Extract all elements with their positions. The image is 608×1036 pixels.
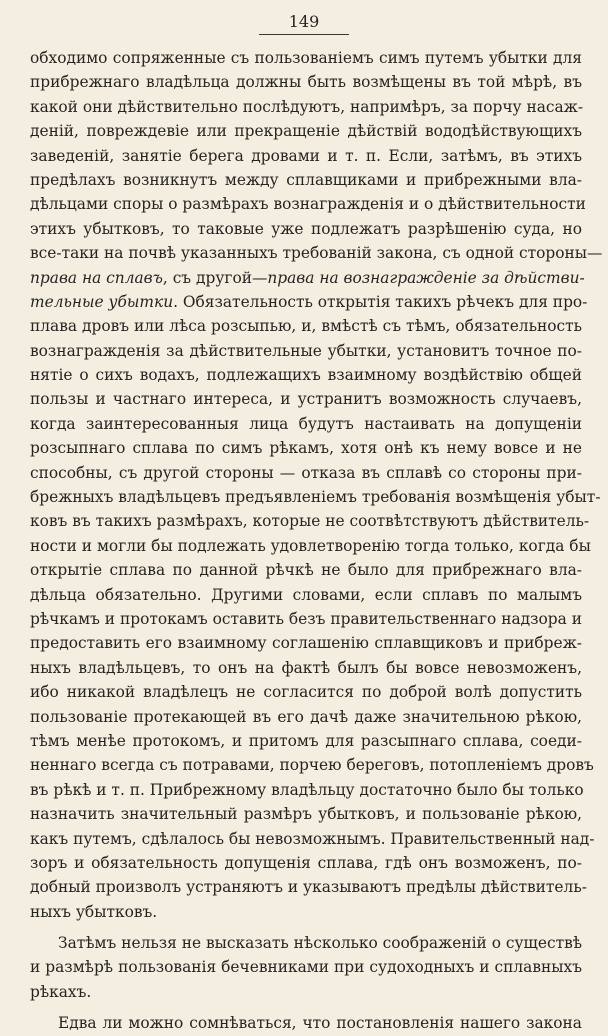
italic-phrase: тельные убытки [30,292,174,311]
line-mid: , съ другой— [162,268,268,287]
text-line: ности и могли бы подлежать удовлетворенію тогда только, когда бы [30,536,591,555]
text-line: какъ путемъ, сдѣлалось бы невозможнымъ. Правительственный над- [30,829,595,848]
text-line: способны, съ другой стороны — отказа въ сплавѣ со стороны при- [30,463,582,482]
text-line: предоставить его взаимному соглашенію сплавщиковъ и прибреж- [30,634,582,653]
body-text [30,46,603,1036]
text-line: зоръ и обязательность допущенія сплава, гдѣ онъ возможенъ, по- [30,853,582,872]
text-line: когда заинтересованныя лица будутъ настаивать на допущеніи [30,414,582,433]
text-line: розсыпнаго сплава по симъ рѣкамъ, хотя онѣ къ нему вовсе и не [30,439,582,458]
text-line: дѣльцами споры о размѣрахъ вознагражденія и о дѣйствительности [30,195,586,214]
text-line-paragraph-start: Едва ли можно сомнѣваться, что постановленія нашего закона [58,1014,582,1033]
text-line: и размѣрѣ пользованія бечевниками при судоходныхъ и сплавныхъ [30,958,582,977]
page-number: 149 [288,12,320,31]
text-line: тѣмъ менѣе протокомъ, и притомъ для разсыпнаго сплава, соеди- [30,731,582,750]
text-line: вознагражденія за дѣйствительные убытки, установитъ точное по- [30,341,582,360]
text-line-paragraph-end: рѣкахъ. [30,982,92,1001]
text-line: нятіе о сихъ водахъ, подлежащихъ взаимному воздѣйствію общей [30,366,582,385]
text-line: обходимо сопряженные съ пользованіемъ симъ путемъ убытки для [30,49,582,67]
header-rule [259,34,349,35]
italic-phrase: права на вознагражденіе за дѣйстви- [267,268,585,287]
text-line-italic-mixed [30,290,588,314]
text-line: все-таки на почвѣ указанныхъ требованій закона, съ одной стороны— [30,244,603,263]
text-line: какой они дѣйствительно послѣдуютъ, напримѣръ, за порчу насаж- [30,97,584,116]
italic-phrase: права на сплавъ [30,268,163,287]
text-line-italic-mixed [30,266,585,290]
text-line: ибо никакой владѣлецъ не согласится по доброй волѣ допустить [30,683,582,702]
text-line: прибрежнаго владѣльца должны быть возмѣщены въ той мѣрѣ, въ [30,73,582,92]
text-line: неннаго всегда съ потравами, порчею береговъ, потопленіемъ дровъ [30,756,594,775]
text-line-paragraph-end: ныхъ убытковъ. [30,902,158,921]
line-mid: . Обязательность открытія такихъ рѣчекъ для про- [173,292,588,311]
text-line: заведеній, занятіе берега дровами и т. п. Если, затѣмъ, въ этихъ [30,146,582,165]
text-line: этихъ убытковъ, то таковые уже подлежатъ разрѣшенію суда, но [30,219,582,238]
text-line: ныхъ владѣльцевъ, то онъ на фактѣ былъ бы вовсе невозможенъ, [30,658,582,677]
text-line: въ рѣкѣ и т. п. Прибрежному владѣльцу достаточно было бы только [30,780,584,799]
text-line: ковъ въ такихъ размѣрахъ, которые не соотвѣтствуютъ дѣйствитель- [30,512,590,531]
text-line-paragraph-start: Затѣмъ нельзя не высказать нѣсколько соображеній о существѣ [58,934,583,953]
text-line: дѣльца обязательно. Другими словами, если сплавъ по малымъ [30,585,582,604]
text-line: предѣлахъ возникнутъ между сплавщиками и прибрежными вла- [30,170,582,189]
text-line: назначить значительный размѣръ убытковъ, и пользованіе рѣкою, [30,805,582,824]
text-line: деній, повреждевіе или прекращеніе дѣйствій вододѣйствующихъ [30,122,582,141]
text-line: добный произволъ устраняютъ и указываютъ предѣлы дѣйствитель- [30,878,587,897]
text-line: пользы и частнаго интереса, и устранитъ возможность случаевъ, [30,390,582,409]
text-line: брежныхъ владѣльцевъ предъявленіемъ требованія возмѣщенія убыт- [30,488,601,507]
text-line: пользованіе протекающей въ его дачѣ даже значительною рѣкою, [30,707,582,726]
text-line: плава дровъ или лѣса розсыпью, и, вмѣстѣ съ тѣмъ, обязательность [30,317,582,336]
text-line: рѣчкамъ и протокамъ оставить безъ правительственнаго надзора и [30,609,582,628]
text-line: открытіе сплава по данной рѣчкѣ не было для прибрежнаго вла- [30,561,582,580]
